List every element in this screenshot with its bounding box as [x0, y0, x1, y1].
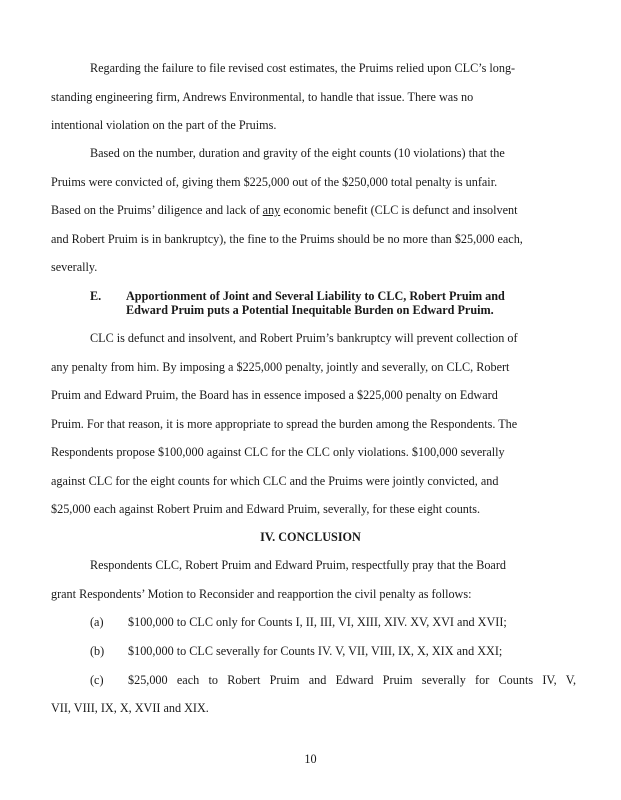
paragraph-line: Based on the number, duration and gravity of the eight counts (10 violations) that the [90, 146, 505, 160]
paragraph-line: against CLC for the eight counts for which CLC and the Pruims were jointly convicted, and [51, 474, 499, 488]
list-item-label: (c) [90, 673, 104, 687]
list-item-text: $100,000 to CLC only for Counts I, II, III, VI, XIII, XIV. XV, XVI and XVII; [128, 615, 507, 629]
section-heading-line: Edward Pruim puts a Potential Inequitable Burden on Edward Pruim. [126, 303, 494, 317]
paragraph-line: and Robert Pruim is in bankruptcy), the fine to the Pruims should be no more than $25,000 each, [51, 232, 523, 246]
paragraph-line [51, 203, 518, 217]
list-item-label: (a) [90, 615, 104, 629]
list-item-continuation: VII, VIII, IX, X, XVII and XIX. [51, 701, 209, 715]
paragraph-line: Pruims were convicted of, giving them $225,000 out of the $250,000 total penalty is unfair. [51, 175, 498, 189]
list-item-label: (b) [90, 644, 105, 658]
paragraph-line: any penalty from him. By imposing a $225,000 penalty, jointly and severally, on CLC, Robert [51, 360, 510, 374]
section-letter: E. [90, 289, 102, 303]
paragraph-line: CLC is defunct and insolvent, and Robert Pruim’s bankruptcy will prevent collection of [90, 331, 518, 345]
text-run: Based on the Pruims’ diligence and lack of [51, 203, 263, 217]
paragraph-line: grant Respondents’ Motion to Reconsider and reapportion the civil penalty as follows: [51, 587, 472, 601]
underlined-word: any [262, 203, 281, 217]
paragraph-line: Respondents propose $100,000 against CLC for the CLC only violations. $100,000 severally [51, 445, 505, 459]
section-heading-line: Apportionment of Joint and Several Liability to CLC, Robert Pruim and [126, 289, 505, 303]
conclusion-heading: IV. CONCLUSION [260, 530, 361, 544]
paragraph-line: Pruim and Edward Pruim, the Board has in essence imposed a $225,000 penalty on Edward [51, 388, 498, 402]
paragraph-line: Regarding the failure to file revised cost estimates, the Pruims relied upon CLC’s long- [90, 61, 516, 75]
page-number: 10 [304, 752, 317, 766]
paragraph-line: $25,000 each against Robert Pruim and Edward Pruim, severally, for these eight counts. [51, 502, 481, 516]
list-item-text: $100,000 to CLC severally for Counts IV. V, VII, VIII, IX, X, XIX and XXI; [128, 644, 503, 658]
paragraph-line: intentional violation on the part of the Pruims. [51, 118, 277, 132]
text-run: economic benefit (CLC is defunct and insolvent [280, 203, 518, 217]
paragraph-line: severally. [51, 260, 98, 274]
paragraph-line: Pruim. For that reason, it is more appropriate to spread the burden among the Respondents. The [51, 417, 518, 431]
paragraph-line: Respondents CLC, Robert Pruim and Edward Pruim, respectfully pray that the Board [90, 558, 506, 572]
paragraph-line: standing engineering firm, Andrews Environmental, to handle that issue. There was no [51, 90, 474, 104]
list-item-text: $25,000 each to Robert Pruim and Edward Pruim severally for Counts IV, V, [128, 673, 576, 687]
